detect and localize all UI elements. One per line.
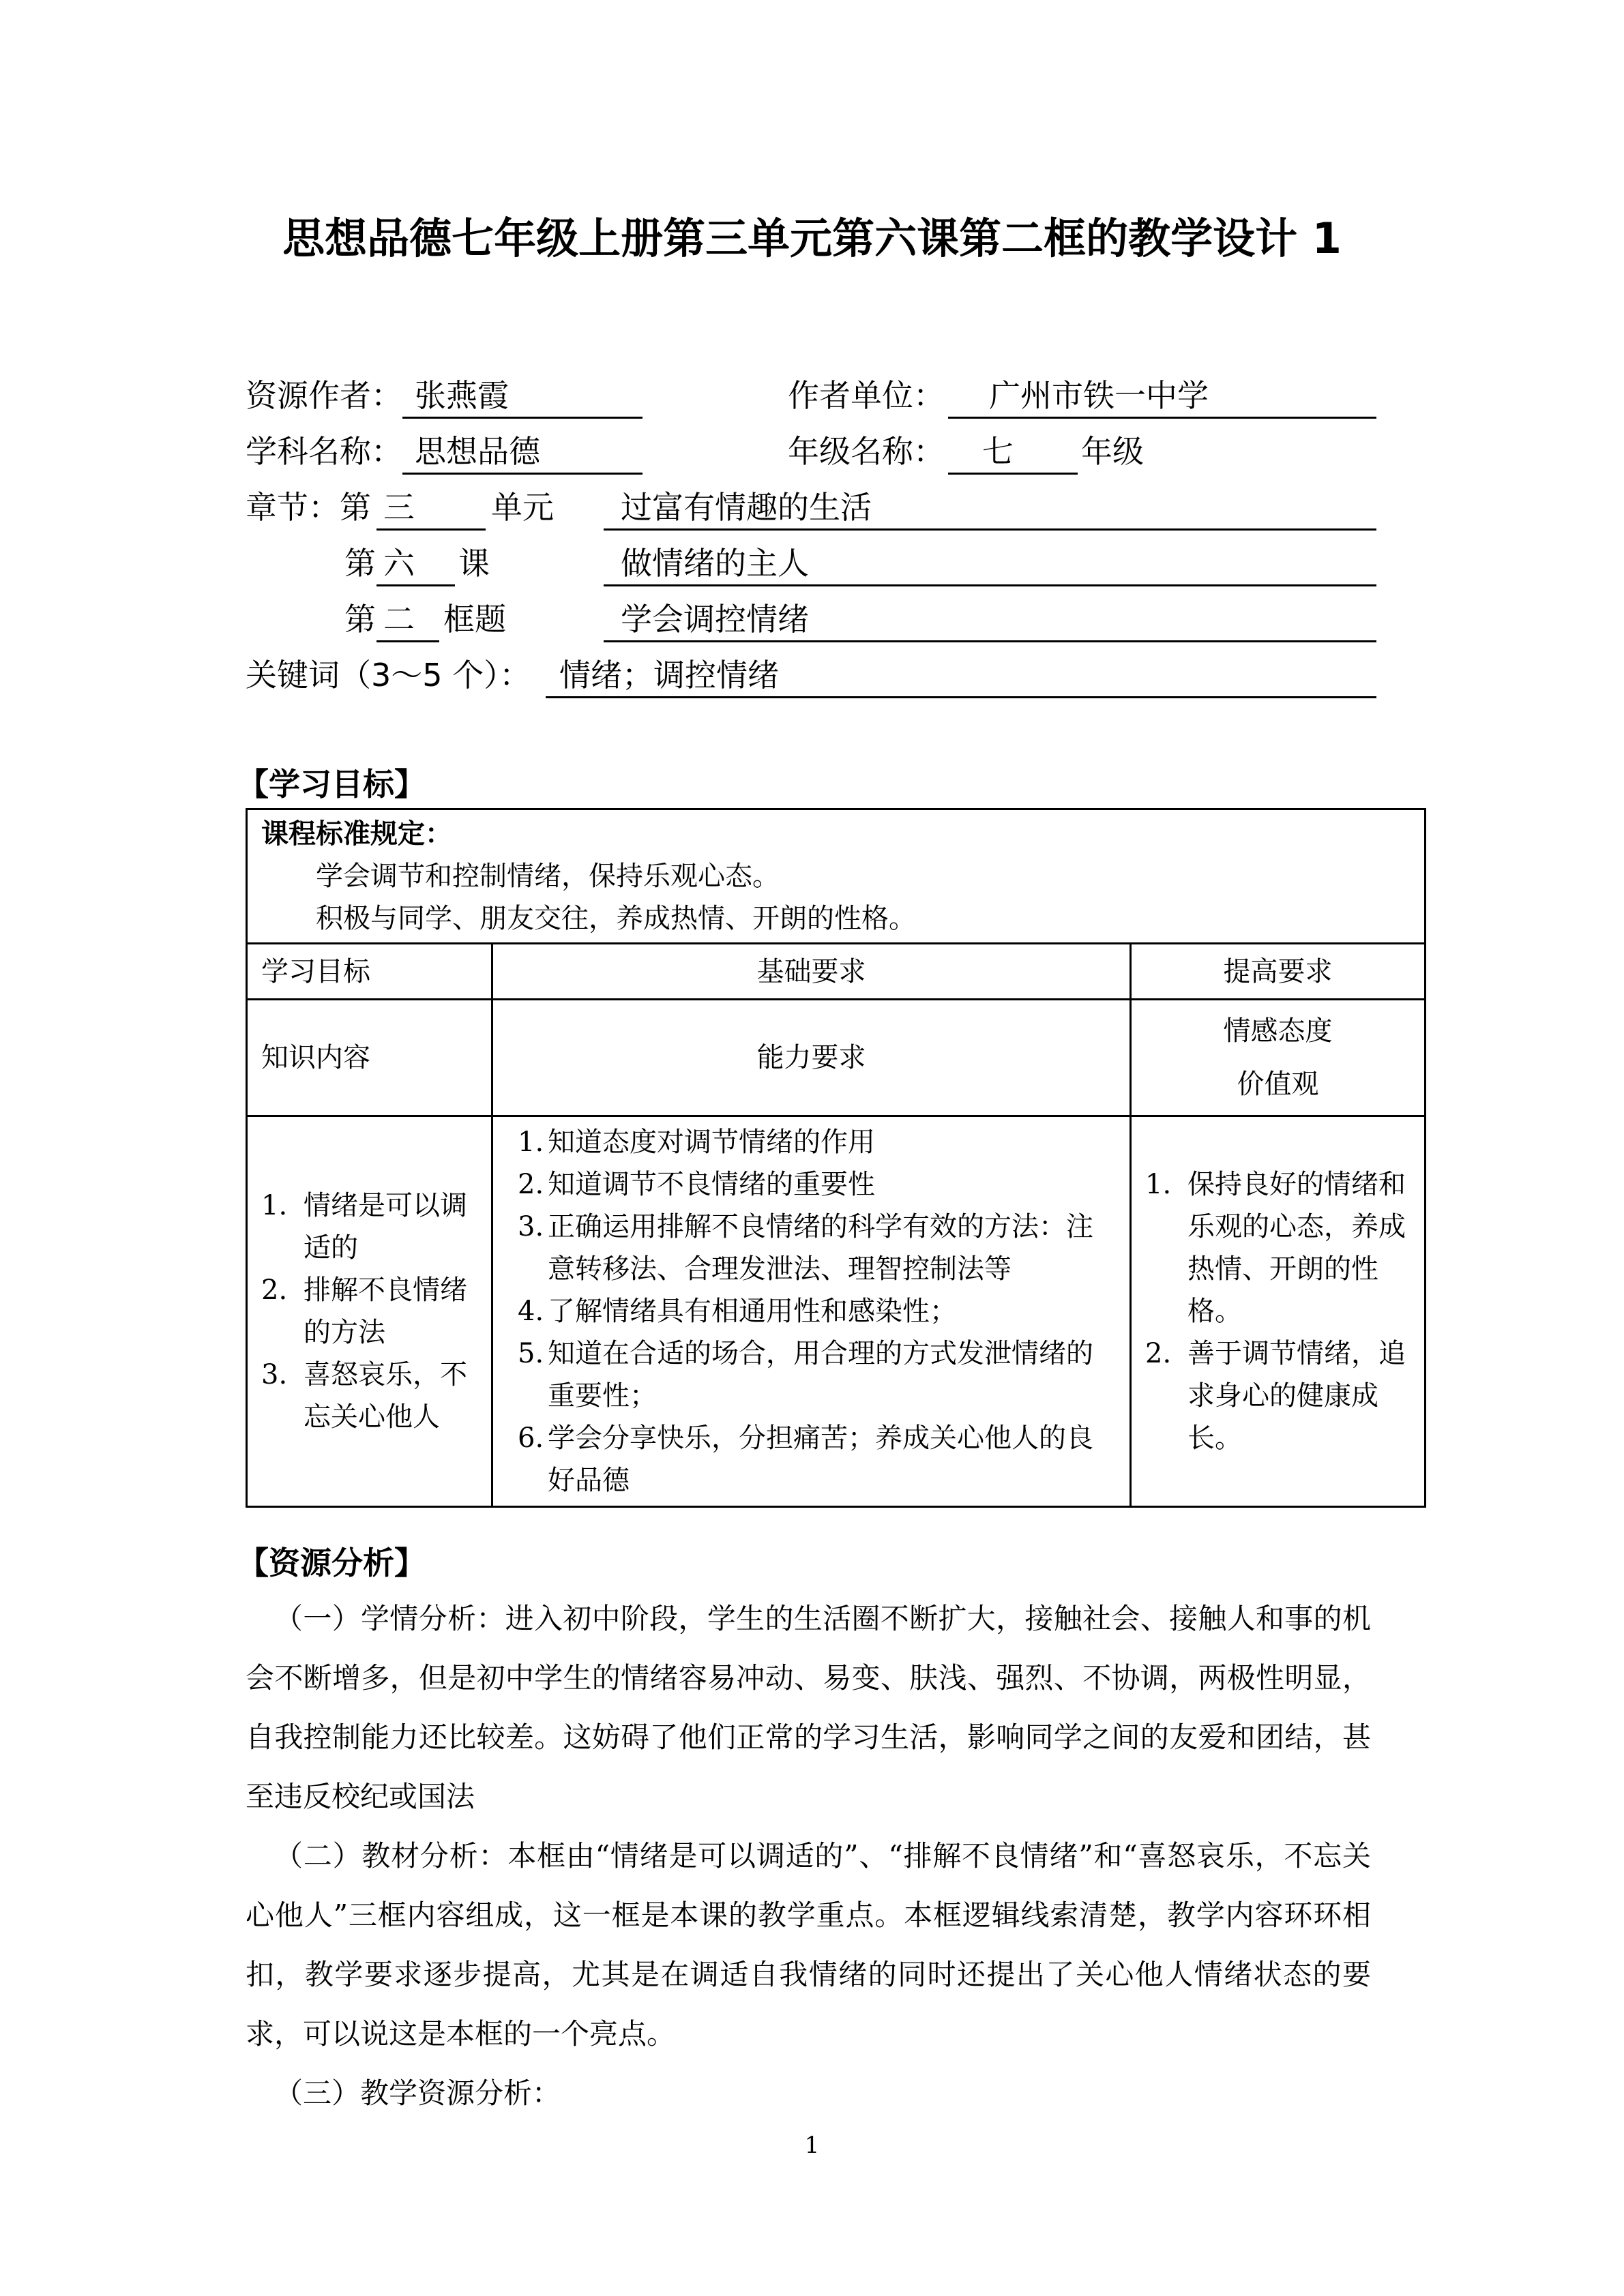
header-cell: 基础要求: [492, 944, 1131, 1000]
standard-line: 积极与同学、朋友交往，养成热情、开朗的性格。: [316, 903, 916, 934]
knowledge-item: 1. 情绪是可以调适的: [261, 1190, 467, 1264]
frame-suffix: 框题: [443, 601, 506, 638]
lesson-number: 六: [377, 539, 455, 586]
analysis-heading: 【资源分析】: [237, 1545, 426, 1581]
ability-item: 6. 学会分享快乐，分担痛苦；养成关心他人的良好品德: [518, 1422, 1093, 1496]
meta-row-keywords: [246, 651, 1385, 707]
emotion-item: 1. 保持良好的情绪和乐观的心态，养成热情、开朗的性格。: [1145, 1169, 1406, 1327]
header-cell: 提高要求: [1131, 944, 1426, 1000]
grade-suffix: 年级: [1081, 433, 1144, 470]
objectives-table: [246, 808, 1426, 1508]
frame-prefix: 第: [344, 601, 376, 638]
ability-item: 4. 了解情绪具有相通用性和感染性；: [518, 1296, 957, 1327]
meta-row-frame: [246, 595, 1385, 651]
lesson-name: 做情绪的主人: [604, 539, 1376, 586]
analysis-paragraph: （一）学情分析：进入初中阶段，学生的生活圈不断扩大，接触社会、接触人和事的机会不断增多，但是初中学生的情绪容易冲动、易变、肤浅、强烈、不协调，两极性明显，自我控制能力还比较差。这妨碍了他们正常的学习生活，影响同学之间的友爱和团结，甚至违反校纪或国法: [246, 1602, 1371, 1813]
ability-item: 3. 正确运用排解不良情绪的科学有效的方法：注意转移法、合理发泄法、理智控制法等: [518, 1211, 1093, 1285]
meta-row-author: [246, 372, 1385, 428]
analysis-paragraph: （三）教学资源分析：: [274, 2076, 561, 2110]
ability-cell: [492, 1116, 1131, 1507]
meta-row-chapter: [246, 483, 1385, 539]
subject-label: 学科名称：: [246, 433, 402, 470]
content-row: [247, 1116, 1426, 1507]
chapter-unit-number: 三: [377, 483, 486, 531]
emotion-item: 2. 善于调节情绪，追求身心的健康成长。: [1145, 1338, 1406, 1454]
chapter-unit-name: 过富有情趣的生活: [604, 483, 1376, 531]
unit-label: 作者单位：: [788, 377, 945, 414]
objectives-heading: 【学习目标】: [237, 766, 426, 803]
grade-value: 七: [948, 428, 1078, 475]
grade-label: 年级名称：: [788, 433, 945, 470]
knowledge-item: 2. 排解不良情绪的方法: [261, 1274, 467, 1348]
keywords-label: 关键词（3～5 个）：: [246, 657, 531, 694]
keywords-value: 情绪；调控情绪: [546, 651, 1376, 698]
unit-value: 广州市铁一中学: [948, 372, 1376, 419]
document-title: 思想品德七年级上册第三单元第六课第二框的教学设计 1: [282, 213, 1342, 263]
ability-header: 能力要求: [492, 1000, 1131, 1116]
header-cell: 学习目标: [247, 944, 492, 1000]
emotion-cell: [1131, 1116, 1426, 1507]
analysis-body: [246, 1589, 1371, 2123]
chapter-unit-suffix: 单元: [491, 489, 554, 526]
page-number: 1: [804, 2132, 820, 2159]
knowledge-item: 3. 喜怒哀乐，不忘关心他人: [261, 1359, 467, 1433]
chapter-label: 章节：第: [246, 489, 371, 526]
header-row: [247, 944, 1426, 1000]
lesson-prefix: 第: [344, 545, 376, 582]
knowledge-header: 知识内容: [247, 1000, 492, 1116]
meta-row-subject: [246, 428, 1385, 483]
ability-item: 1. 知道态度对调节情绪的作用: [518, 1127, 875, 1158]
analysis-paragraph: （二）教材分析：本框由“情绪是可以调适的”、“排解不良情绪”和“喜怒哀乐，不忘关心他人”三框内容组成，这一框是本课的教学重点。本框逻辑线索清楚，教学内容环环相扣，教学要求逐步提高，尤其是在调适自我情绪的同时还提出了关心他人情绪状态的要求，可以说这是本框的一个亮点。: [246, 1839, 1371, 2051]
meta-block: [246, 372, 1385, 707]
frame-name: 学会调控情绪: [604, 595, 1376, 642]
frame-number: 二: [377, 595, 439, 642]
ability-item: 5. 知道在合适的场合，用合理的方式发泄情绪的重要性；: [518, 1338, 1093, 1412]
author-label: 资源作者：: [246, 377, 402, 414]
knowledge-cell: [247, 1116, 492, 1507]
sub-header-row: [247, 1000, 1426, 1116]
meta-row-lesson: [246, 539, 1385, 595]
author-value: 张燕霞: [402, 372, 643, 419]
subject-value: 思想品德: [402, 428, 643, 475]
lesson-suffix: 课: [458, 545, 490, 582]
ability-item: 2. 知道调节不良情绪的重要性: [518, 1169, 875, 1200]
emotion-header: 情感态度 价值观: [1131, 1000, 1426, 1116]
standard-label: 课程标准规定：: [261, 818, 452, 850]
standard-row: [247, 809, 1426, 944]
standard-line: 学会调节和控制情绪，保持乐观心态。: [316, 861, 780, 892]
